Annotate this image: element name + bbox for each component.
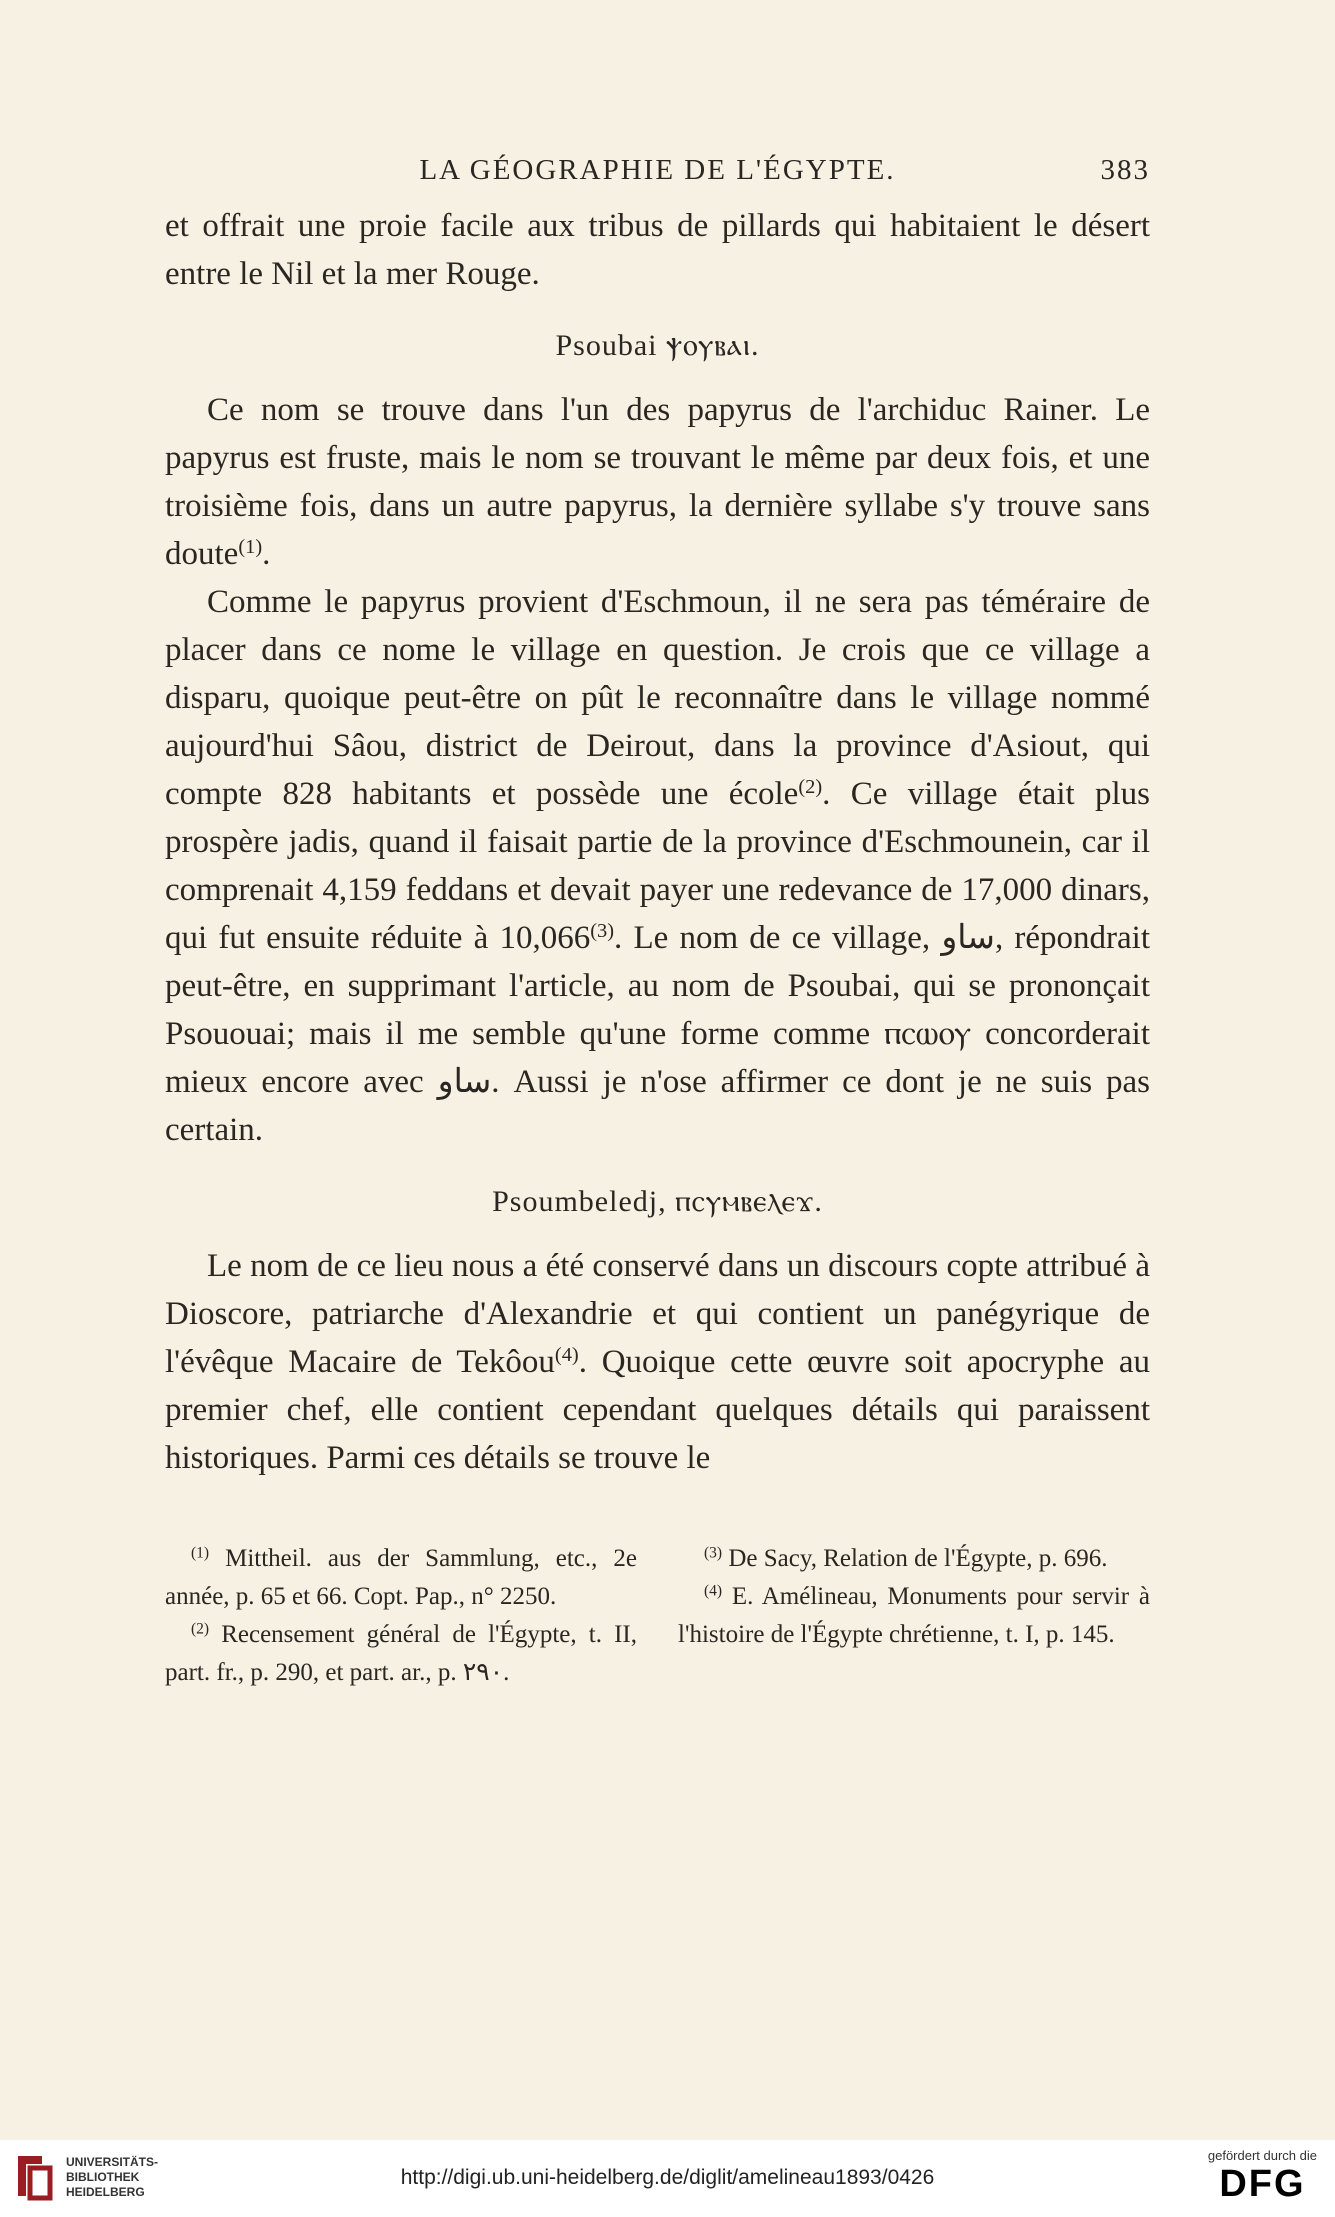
footnotes — [165, 1540, 1150, 1692]
footnotes-right-column — [678, 1540, 1150, 1692]
page-text — [165, 154, 1150, 1692]
library-name-line: BIBLIOTHEK — [66, 2169, 140, 2184]
dfg-logo: DFG — [1219, 2163, 1306, 2205]
section-heading-psoubai: Psoubai ⲯⲟⲩⲃⲁⲓ. — [555, 329, 760, 362]
running-head-title: LA GÉOGRAPHIE DE L'ÉGYPTE. — [419, 154, 896, 186]
footnotes-left-column — [165, 1540, 637, 1692]
intro-paragraph: et offrait une proie facile aux tribus de pillards qui habitaient le désert entre le Nil et la mer Rouge. — [165, 208, 1150, 292]
paragraph-psoubai-2 — [165, 578, 1150, 1154]
library-name-line: HEIDELBERG — [66, 2184, 145, 2199]
paragraph-psoumbeledj-1 — [165, 1242, 1150, 1482]
section-heading-psoumbeledj: Psoumbeledj, ⲡⲥⲩⲙⲃⲉⲗⲉϫ. — [492, 1185, 823, 1218]
footnote-ref-2[interactable]: (2) — [798, 775, 823, 798]
paragraph-text: Le nom de ce lieu nous a été conservé dans un discours copte attribué à Dioscore, patriarche d'Alexandrie et qui contient un panégyrique de l'évêque Macaire de Tekôou — [165, 1248, 1150, 1380]
footnote-ref-4[interactable]: (4) — [554, 1343, 579, 1366]
library-name-line: UNIVERSITÄTS- — [66, 2154, 159, 2169]
digitization-footer — [0, 2140, 1335, 2217]
paragraph-psoubai-1 — [165, 386, 1150, 578]
paragraph-text: Comme le papyrus provient d'Eschmoun, il ne sera pas téméraire de placer dans ce nome le village en question. Je crois que ce village a disparu, quoique peut-être on pût le reconnaître dans le village nommé aujourd'hui Sâou, district de Deirout, dans la province d'Asiout, qui compte 828 habitants et possède une école — [165, 584, 1150, 812]
running-head — [165, 154, 1150, 202]
paragraph-text: Ce nom se trouve dans l'un des papyrus de l'archiduc Rainer. Le papyrus est fruste, mais le nom se trouvant le même par deux fois, et une troisième fois, dans un autre papyrus, la dernière syllabe s'y trouve sans doute — [165, 392, 1150, 572]
footnote-4 — [678, 1578, 1150, 1654]
sponsor-caption: gefördert durch die — [1207, 2148, 1317, 2163]
footnote-mark: (4) — [704, 1582, 723, 1600]
footnote-3 — [678, 1540, 1150, 1578]
footnote-ref-1[interactable]: (1) — [238, 535, 263, 558]
paragraph-text: . Ce village était plus prospère jadis, quand il faisait partie de la province d'Eschmounein, car il comprenait 4,159 feddans et devait payer une redevance de 17,000 dinars, qui fut ensuite réduite à 10,066 — [165, 776, 1150, 956]
footnote-text: E. Amélineau, Monuments pour servir à l'histoire de l'Égypte chrétienne, t. I, p. 145. — [678, 1583, 1150, 1648]
paragraph-text: . Quoique cette œuvre soit apocryphe au premier chef, elle contient cependant quelques détails qui paraissent historiques. Parmi ces détails se trouve le — [165, 1344, 1150, 1476]
footnote-ref-3[interactable]: (3) — [590, 919, 615, 942]
footnote-1 — [165, 1540, 637, 1616]
footnote-mark: (1) — [191, 1544, 210, 1562]
paragraph-text: . Le nom de ce village, ساو, répondrait peut-être, en supprimant l'article, au nom de Psoubai, qui se prononçait Psououai; mais il me semble qu'une forme comme ⲡⲥⲱⲟⲩ concorderait mieux encore avec ساو. Aussi je n'ose affirmer ce dont je ne suis pas certain. — [165, 920, 1151, 1148]
paragraph-text: . — [262, 536, 271, 572]
footnote-text: Recensement général de l'Égypte, t. II, part. fr., p. 290, et part. ar., p. ٢٩٠. — [165, 1621, 637, 1686]
footnote-2 — [165, 1616, 637, 1692]
permalink-url[interactable]: http://digi.ub.uni-heidelberg.de/diglit/amelineau1893/0426 — [400, 2166, 935, 2189]
footnote-mark: (2) — [191, 1620, 210, 1638]
dfg-sponsor[interactable] — [1208, 2148, 1317, 2205]
footnote-text: De Sacy, Relation de l'Égypte, p. 696. — [722, 1545, 1108, 1572]
footnote-mark: (3) — [704, 1544, 723, 1562]
page-number: 383 — [1100, 154, 1150, 186]
footnote-text: Mittheil. aus der Sammlung, etc., 2e année, p. 65 et 66. Copt. Pap., n° 2250. — [165, 1545, 637, 1610]
